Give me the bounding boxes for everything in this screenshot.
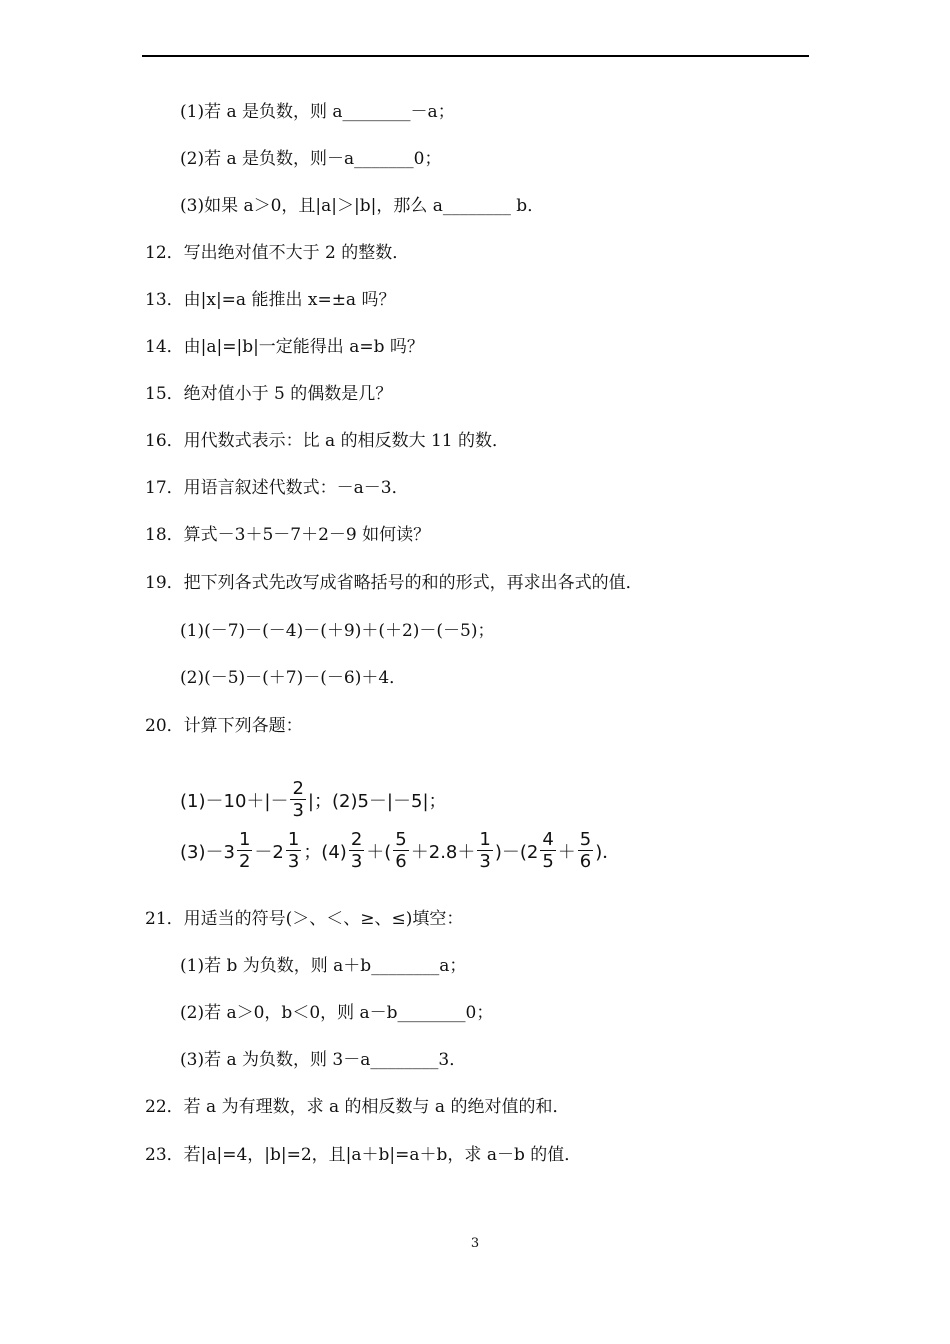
text-line: (2)(－5)－(＋7)－(－6)＋4． — [180, 668, 407, 688]
math-text: ；(4) — [303, 841, 347, 863]
page-number: 3 — [470, 1236, 480, 1251]
math-text: )． — [595, 841, 621, 863]
math-text: ＋2.8＋ — [410, 841, 476, 863]
math-text: ＋( — [366, 841, 392, 863]
math-text: |；(2)5－|－5|； — [307, 790, 447, 812]
text-line: (3)若 a 为负数，则 3－a________3． — [180, 1050, 467, 1070]
text-line: (3)如果 a＞0，且|a|＞|b|，那么 a________ b． — [180, 196, 545, 216]
text-line: 13．由|x|=a 能推出 x=±a 吗？ — [145, 290, 396, 310]
text-line: (1)若 a 是负数，则 a________－a； — [180, 102, 455, 122]
text-line: 16．用代数式表示：比 a 的相反数大 11 的数． — [145, 431, 510, 451]
text-line: 14．由|a|=|b|一定能得出 a=b 吗？ — [145, 337, 424, 357]
fraction: $\frac{1}{3}$ — [479, 829, 491, 872]
math-text: )－(2 — [494, 841, 539, 863]
text-line: 15．绝对值小于 5 的偶数是几？ — [145, 384, 393, 404]
math-row-1 — [180, 778, 447, 821]
text-line: 18．算式－3＋5－7＋2－9 如何读？ — [145, 525, 431, 545]
text-line: 20．计算下列各题： — [145, 716, 303, 736]
text-line: 17．用语言叙述代数式：－a－3． — [145, 478, 409, 498]
fraction: $\frac{4}{5}$ — [542, 829, 554, 872]
text-line: (1)若 b 为负数，则 a＋b________a； — [180, 956, 467, 976]
math-text: (1)－10＋|－ — [180, 790, 289, 812]
fraction: $\frac{1}{2}$ — [238, 829, 251, 872]
math-text: －2 — [254, 841, 284, 863]
math-row-2 — [180, 829, 620, 872]
text-line: 23．若|a|=4，|b|=2，且|a＋b|=a＋b，求 a－b 的值． — [145, 1145, 582, 1165]
text-line: 22．若 a 为有理数，求 a 的相反数与 a 的绝对值的和． — [145, 1097, 570, 1117]
text-line: (2)若 a＞0，b＜0，则 a－b________0； — [180, 1003, 494, 1023]
fraction: $\frac{5}{6}$ — [395, 829, 407, 872]
text-line: 12．写出绝对值不大于 2 的整数． — [145, 243, 410, 263]
text-line: 21．用适当的符号(＞、＜、≥、≤)填空： — [145, 909, 464, 929]
text-line: (2)若 a 是负数，则－a_______0； — [180, 149, 442, 169]
fraction: $\frac{2}{3}$ — [292, 778, 304, 821]
header-rule — [142, 55, 809, 57]
text-line: 19．把下列各式先改写成省略括号的和的形式，再求出各式的值． — [145, 573, 643, 593]
text-line: (1)(－7)－(－4)－(＋9)＋(＋2)－(－5)； — [180, 621, 495, 641]
math-text: ＋ — [557, 841, 576, 863]
fraction: $\frac{1}{3}$ — [287, 829, 300, 872]
fraction: $\frac{5}{6}$ — [579, 829, 592, 872]
fraction: $\frac{2}{3}$ — [350, 829, 363, 872]
math-text: (3)－3 — [180, 841, 235, 863]
